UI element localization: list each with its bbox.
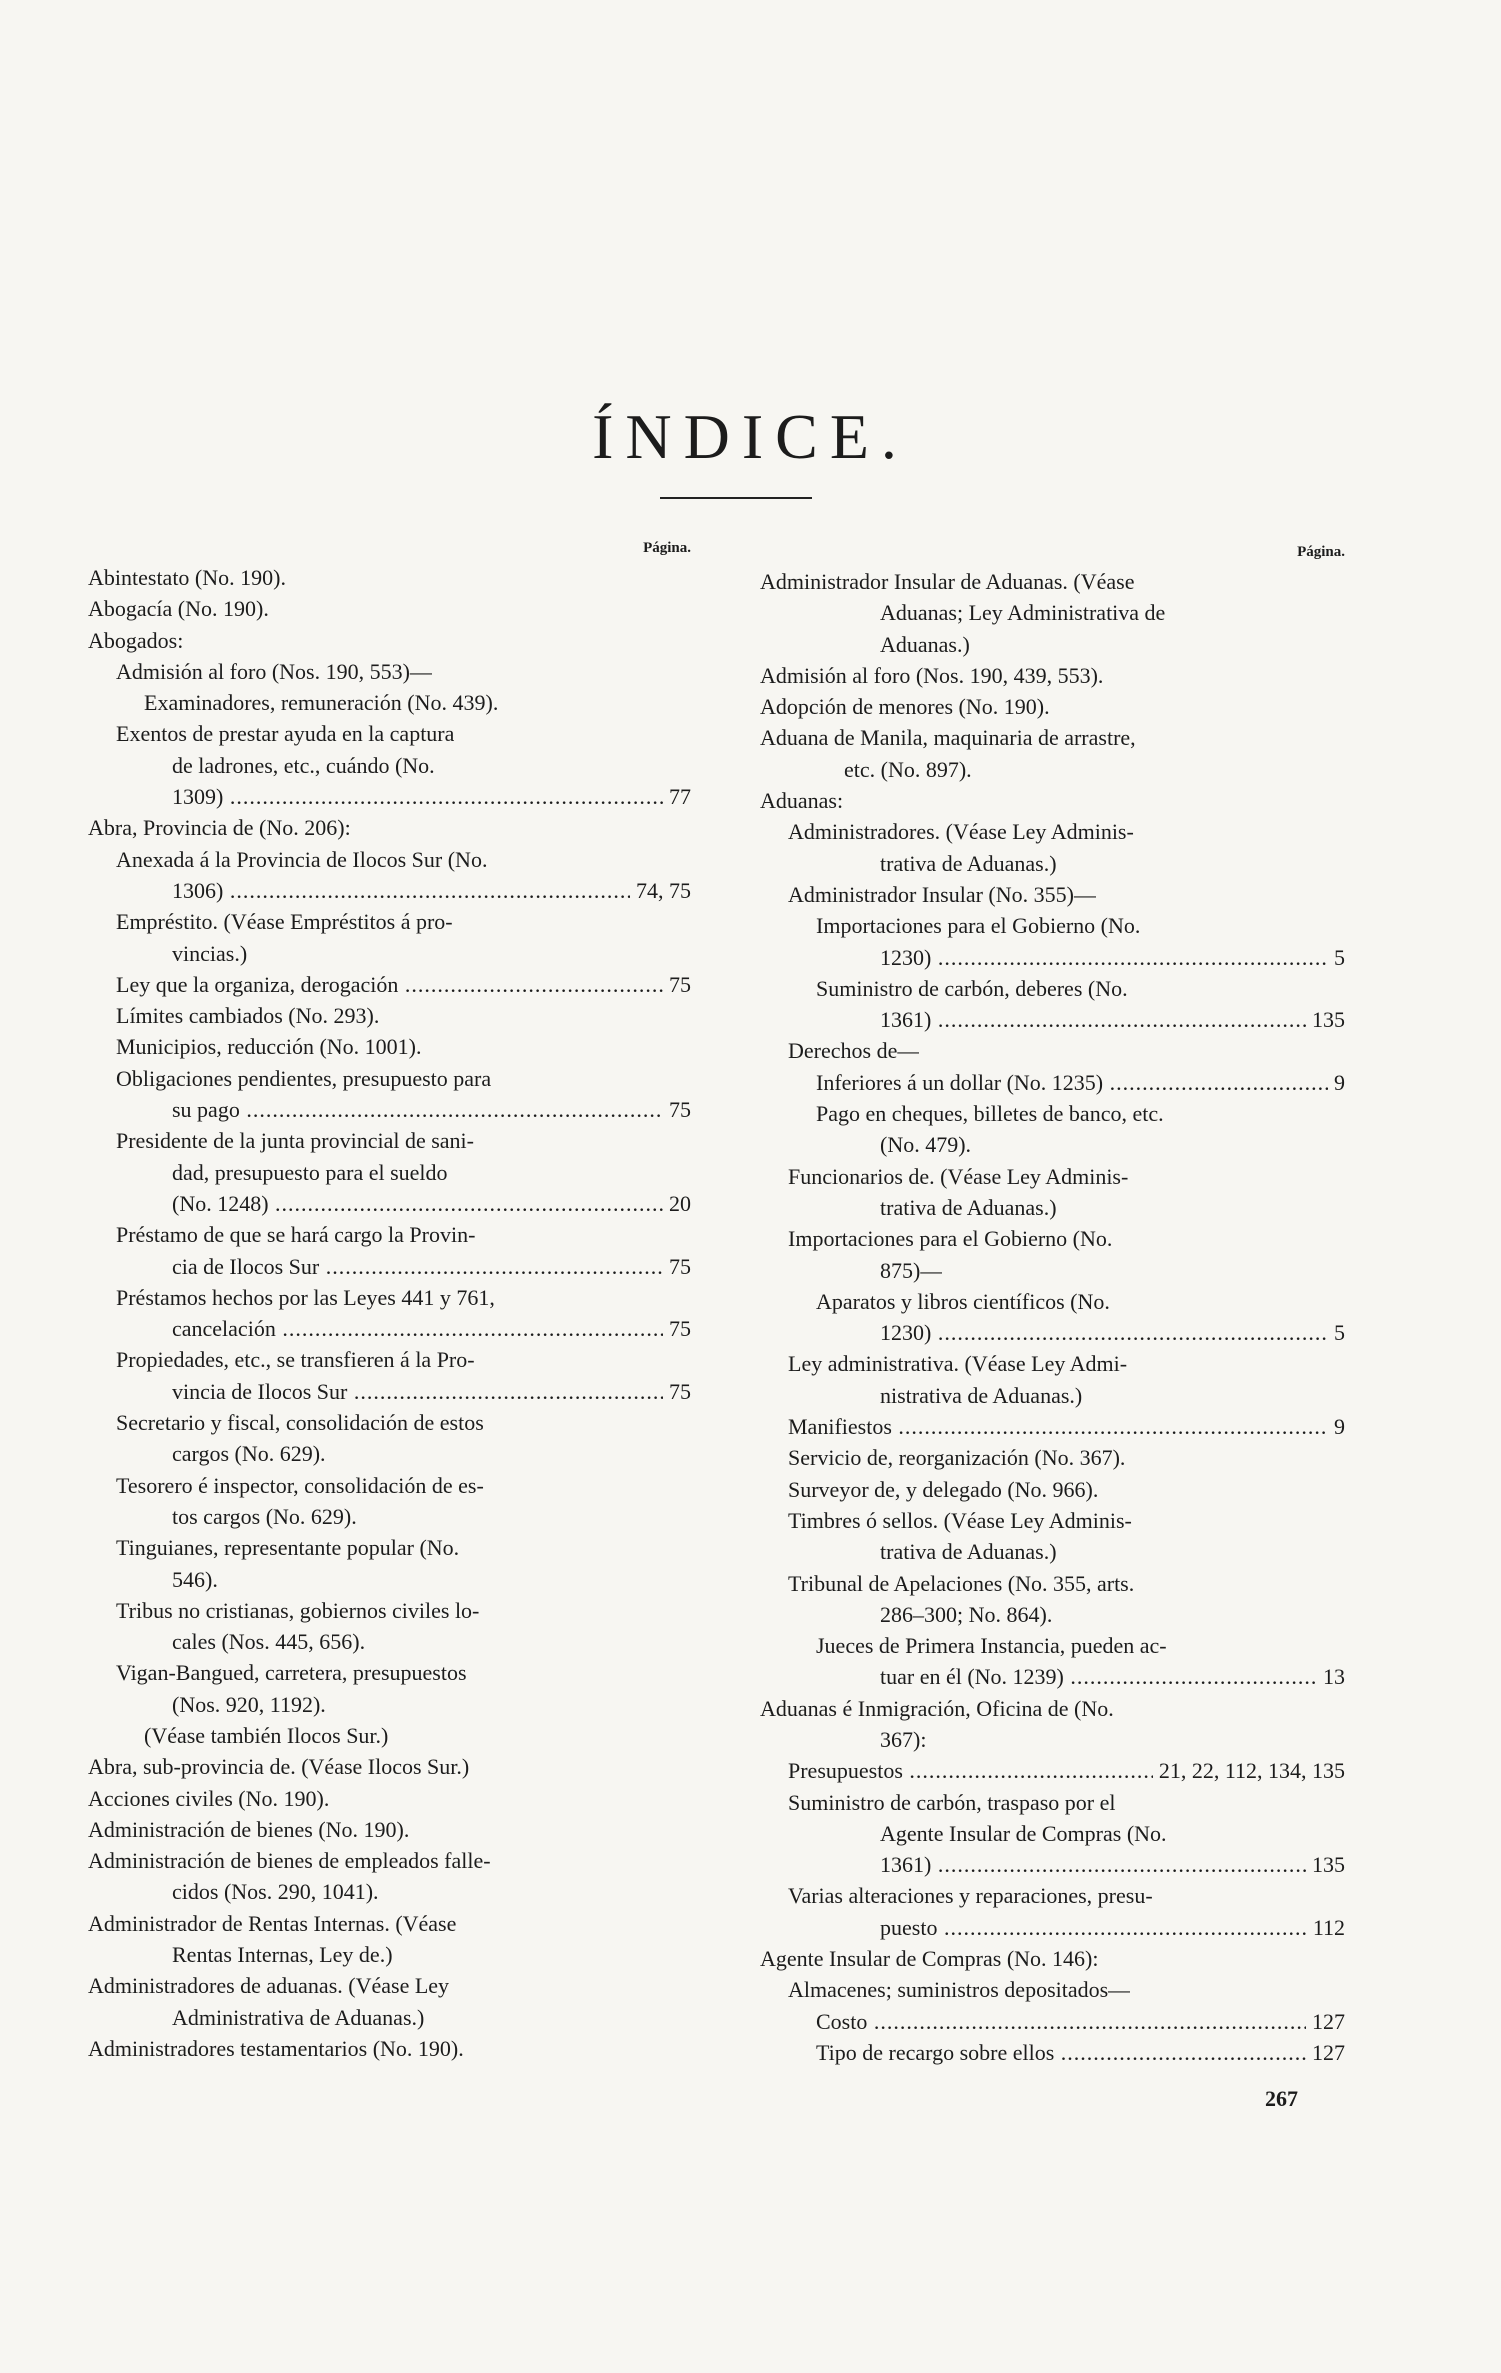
index-entry: [760, 1223, 1345, 1254]
entry-text: Vigan-Bangued, carretera, presupuestos: [116, 1660, 467, 1686]
entry-text: trativa de Aduanas.): [880, 1539, 1057, 1565]
page-number: 267: [1265, 2086, 1298, 2111]
entry-text: Empréstito. (Véase Empréstitos á pro-: [116, 909, 453, 935]
index-entry: [760, 754, 1345, 785]
entry-text: Timbres ó sellos. (Véase Ley Adminis-: [788, 1507, 1132, 1533]
index-entry: [88, 1876, 691, 1907]
entry-page-ref: 75: [669, 1378, 691, 1404]
entry-text: Administrador de Rentas Internas. (Véase: [88, 1910, 457, 1936]
index-entry: [88, 1595, 691, 1626]
index-entry: [760, 1974, 1345, 2005]
index-lines-left: [88, 562, 691, 2064]
entry-text: Tesorero é inspector, consolidación de es-: [116, 1472, 484, 1498]
index-entry: [760, 691, 1345, 722]
index-entry: [88, 1376, 691, 1407]
index-entry: [88, 1783, 691, 1814]
entry-text: Tribus no cristianas, gobiernos civiles lo-: [116, 1597, 480, 1623]
index-entry: [760, 1161, 1345, 1192]
entry-page-ref: 75: [669, 1253, 691, 1279]
entry-text: Suministro de carbón, deberes (No.: [816, 975, 1128, 1001]
entry-text: Derechos de—: [788, 1038, 920, 1064]
entry-text: (No. 479).: [880, 1132, 972, 1158]
entry-text: Aduana de Manila, maquinaria de arrastre,: [760, 725, 1136, 751]
entry-text: Examinadores, remuneración (No. 439).: [144, 690, 499, 716]
index-entry: [88, 1438, 691, 1469]
entry-text: Suministro de carbón, traspaso por el: [788, 1789, 1116, 1815]
index-entry: [760, 722, 1345, 753]
entry-text: 546).: [172, 1566, 218, 1592]
entry-text: Administrador Insular (No. 355)—: [788, 881, 1096, 907]
entry-text: Agente Insular de Compras (No.: [880, 1820, 1167, 1846]
index-entry: [88, 1031, 691, 1062]
entry-text: (Véase también Ilocos Sur.): [144, 1722, 389, 1748]
entry-text: Presidente de la junta provincial de sani-: [116, 1128, 474, 1154]
entry-text: 1309) .....: [172, 781, 663, 812]
index-entry: [760, 1630, 1345, 1661]
index-entry: [760, 1661, 1345, 1692]
entry-text: Pago en cheques, billetes de banco, etc.: [816, 1101, 1164, 1127]
index-entry: [88, 750, 691, 781]
index-entry: [760, 848, 1345, 879]
entry-text: Abogacía (No. 190).: [88, 596, 269, 622]
index-entry: [760, 816, 1345, 847]
entry-text: puesto .....: [880, 1912, 1307, 1943]
entry-text: Administradores. (Véase Ley Adminis-: [788, 819, 1134, 845]
index-entry: [88, 1845, 691, 1876]
index-column-right: [760, 540, 1345, 2068]
entry-text: Presupuestos .....: [788, 1755, 1153, 1786]
entry-page-ref: 74, 75: [636, 877, 691, 903]
entry-page-ref: 9: [1334, 1069, 1345, 1095]
entry-text: Varias alteraciones y reparaciones, presu-: [788, 1883, 1153, 1909]
entry-text: trativa de Aduanas.): [880, 850, 1057, 876]
index-entry: [88, 1939, 691, 1970]
index-lines-right: [760, 566, 1345, 2068]
entry-text: 367):: [880, 1726, 927, 1752]
entry-page-ref: 75: [669, 971, 691, 997]
index-entry: [88, 1689, 691, 1720]
index-entry: [760, 1724, 1345, 1755]
entry-text: 1361) .....: [880, 1004, 1306, 1035]
entry-text: Administración de bienes (No. 190).: [88, 1816, 410, 1842]
index-entry: [760, 660, 1345, 691]
index-entry: [760, 1192, 1345, 1223]
index-entry: [760, 1755, 1345, 1786]
index-entry: [760, 973, 1345, 1004]
index-entry: [88, 844, 691, 875]
index-entry: [88, 812, 691, 843]
index-entry: [760, 1255, 1345, 1286]
index-entry: [760, 2037, 1345, 2068]
page-title: ÍNDICE.: [592, 401, 909, 472]
index-entry: [760, 1912, 1345, 1943]
entry-text: Abra, sub-provincia de. (Véase Ilocos Sur.): [88, 1754, 470, 1780]
entry-text: Tinguianes, representante popular (No.: [116, 1535, 460, 1561]
index-entry: [760, 785, 1345, 816]
index-entry: [760, 2006, 1345, 2037]
index-entry: [760, 910, 1345, 941]
index-entry: [760, 1880, 1345, 1911]
index-entry: [88, 1751, 691, 1782]
entry-text: Abintestato (No. 190).: [88, 565, 286, 590]
entry-page-ref: 9: [1334, 1414, 1345, 1440]
entry-text: Surveyor de, y delegado (No. 966).: [788, 1476, 1099, 1502]
entry-text: Importaciones para el Gobierno (No.: [788, 1226, 1113, 1252]
index-entry: [88, 625, 691, 656]
entry-text: Aduanas:: [760, 788, 844, 814]
entry-text: Tipo de recargo sobre ellos .....: [816, 2037, 1306, 2068]
entry-text: nistrativa de Aduanas.): [880, 1382, 1083, 1408]
index-entry: [88, 1564, 691, 1595]
entry-text: Municipios, reducción (No. 1001).: [116, 1034, 422, 1060]
index-entry: [88, 562, 691, 593]
index-entry: [88, 1657, 691, 1688]
index-entry: [88, 656, 691, 687]
entry-text: Tribunal de Apelaciones (No. 355, arts.: [788, 1570, 1135, 1596]
entry-text: tos cargos (No. 629).: [172, 1503, 357, 1529]
index-entry: [88, 1094, 691, 1125]
entry-text: Agente Insular de Compras (No. 146):: [760, 1946, 1099, 1972]
entry-text: Administrativa de Aduanas.): [172, 2004, 425, 2030]
entry-text: Administración de bienes de empleados falle-: [88, 1848, 491, 1874]
index-entry: [88, 593, 691, 624]
entry-page-ref: 5: [1334, 1320, 1345, 1346]
entry-text: Administrador Insular de Aduanas. (Véase: [760, 569, 1135, 594]
entry-text: Servicio de, reorganización (No. 367).: [788, 1445, 1126, 1471]
index-entry: [760, 1849, 1345, 1880]
index-entry: [760, 1787, 1345, 1818]
entry-text: Acciones civiles (No. 190).: [88, 1785, 330, 1811]
index-entry: [760, 566, 1345, 597]
entry-text: 1230) .....: [880, 1317, 1328, 1348]
index-entry: [760, 1693, 1345, 1724]
index-entry: [760, 1129, 1345, 1160]
index-entry: [88, 1344, 691, 1375]
entry-text: Rentas Internas, Ley de.): [172, 1942, 393, 1968]
entry-text: su pago .....: [172, 1094, 663, 1125]
index-entry: [760, 1505, 1345, 1536]
entry-text: Préstamo de que se hará cargo la Provin-: [116, 1222, 476, 1248]
entry-text: (Nos. 920, 1192).: [172, 1691, 326, 1717]
index-entry: [88, 875, 691, 906]
entry-page-ref: 77: [669, 784, 691, 810]
entry-text: Adopción de menores (No. 190).: [760, 694, 1050, 720]
index-entry: [88, 906, 691, 937]
entry-page-ref: 112: [1312, 1914, 1345, 1940]
index-column-left: [88, 540, 691, 2064]
index-entry: [760, 1035, 1345, 1066]
index-entry: [88, 938, 691, 969]
index-entry: [88, 718, 691, 749]
entry-text: Abogados:: [88, 627, 184, 653]
entry-text: 1361) .....: [880, 1849, 1306, 1880]
index-entry: [88, 2002, 691, 2033]
index-entry: [88, 1970, 691, 2001]
entry-text: 875)—: [880, 1257, 943, 1283]
index-entry: [88, 1720, 691, 1751]
entry-text: de ladrones, etc., cuándo (No.: [172, 752, 435, 778]
entry-text: Ley administrativa. (Véase Ley Admi-: [788, 1351, 1128, 1377]
entry-text: Anexada á la Provincia de Ilocos Sur (No.: [116, 846, 488, 872]
entry-page-ref: 127: [1312, 2008, 1345, 2034]
entry-text: Importaciones para el Gobierno (No.: [816, 913, 1141, 939]
entry-text: Administradores de aduanas. (Véase Ley: [88, 1973, 450, 1999]
entry-page-ref: 135: [1312, 1007, 1345, 1033]
index-entry: [760, 1348, 1345, 1379]
entry-page-ref: 75: [669, 1316, 691, 1342]
entry-text: Límites cambiados (No. 293).: [116, 1003, 380, 1029]
entry-text: cales (Nos. 445, 656).: [172, 1629, 366, 1655]
entry-text: Admisión al foro (Nos. 190, 553)—: [116, 658, 432, 684]
entry-text: cidos (Nos. 290, 1041).: [172, 1879, 379, 1905]
index-entry: [760, 942, 1345, 973]
entry-page-ref: 135: [1312, 1852, 1345, 1878]
entry-text: Secretario y fiscal, consolidación de estos: [116, 1410, 484, 1436]
index-entry: [760, 1067, 1345, 1098]
entry-text: Abra, Provincia de (No. 206):: [88, 815, 351, 841]
index-entry: [88, 1125, 691, 1156]
index-entry: [760, 1568, 1345, 1599]
entry-text: cia de Ilocos Sur .....: [172, 1251, 663, 1282]
entry-text: Jueces de Primera Instancia, pueden ac-: [816, 1633, 1167, 1659]
entry-text: Aduanas é Inmigración, Oficina de (No.: [760, 1695, 1114, 1721]
index-entry: [88, 1407, 691, 1438]
entry-text: Almacenes; suministros depositados—: [788, 1977, 1131, 2003]
entry-text: Inferiores á un dollar (No. 1235) .....: [816, 1067, 1328, 1098]
entry-text: Préstamos hechos por las Leyes 441 y 761,: [116, 1284, 495, 1310]
index-entry: [88, 969, 691, 1000]
index-entry: [88, 1501, 691, 1532]
entry-text: Costo .....: [816, 2006, 1306, 2037]
index-entry: [88, 1282, 691, 1313]
entry-text: Aduanas.): [880, 631, 970, 657]
entry-page-ref: 127: [1312, 2039, 1345, 2065]
index-entry: [760, 1599, 1345, 1630]
entry-text: Funcionarios de. (Véase Ley Adminis-: [788, 1163, 1129, 1189]
entry-text: tuar en él (No. 1239) .....: [880, 1661, 1317, 1692]
index-entry: [88, 1814, 691, 1845]
entry-text: Admisión al foro (Nos. 190, 439, 553).: [760, 662, 1104, 688]
index-entry: [88, 1470, 691, 1501]
entry-text: Aparatos y libros científicos (No.: [816, 1288, 1110, 1314]
entry-text: trativa de Aduanas.): [880, 1194, 1057, 1220]
entry-page-ref: 20: [669, 1190, 691, 1216]
entry-text: Propiedades, etc., se transfieren á la Pro-: [116, 1347, 475, 1373]
index-entry: [88, 1532, 691, 1563]
index-entry: [88, 1626, 691, 1657]
index-entry: [760, 1317, 1345, 1348]
index-entry: [760, 1411, 1345, 1442]
entry-text: Ley que la organiza, derogación .....: [116, 969, 663, 1000]
index-entry: [88, 1908, 691, 1939]
index-entry: [88, 1219, 691, 1250]
index-entry: [760, 1818, 1345, 1849]
index-entry: [760, 1098, 1345, 1129]
page-column-header: Página.: [1297, 544, 1345, 560]
index-entry: [760, 597, 1345, 628]
index-entry: [88, 1313, 691, 1344]
entry-text: cargos (No. 629).: [172, 1441, 326, 1467]
index-entry: [88, 2033, 691, 2064]
index-entry: [88, 1188, 691, 1219]
entry-text: dad, presupuesto para el sueldo: [172, 1159, 448, 1185]
entry-page-ref: 5: [1334, 944, 1345, 970]
index-entry: [760, 1380, 1345, 1411]
entry-text: 286–300; No. 864).: [880, 1601, 1053, 1627]
entry-text: 1306) .....: [172, 875, 630, 906]
entry-text: cancelación .....: [172, 1313, 663, 1344]
index-entry: [760, 1943, 1345, 1974]
index-entry: [760, 629, 1345, 660]
entry-page-ref: 13: [1323, 1664, 1345, 1690]
index-entry: [760, 1536, 1345, 1567]
entry-page-ref: 21, 22, 112, 134, 135: [1158, 1758, 1345, 1784]
index-entry: [88, 1063, 691, 1094]
entry-text: vincia de Ilocos Sur .....: [172, 1376, 663, 1407]
index-entry: [760, 1004, 1345, 1035]
entry-text: Manifiestos .....: [788, 1411, 1328, 1442]
entry-text: Exentos de prestar ayuda en la captura: [116, 721, 455, 747]
index-entry: [88, 1157, 691, 1188]
entry-text: etc. (No. 897).: [844, 756, 972, 782]
index-entry: [760, 879, 1345, 910]
index-entry: [760, 1442, 1345, 1473]
page-column-header: Página.: [643, 540, 691, 556]
entry-text: Aduanas; Ley Administrativa de: [880, 600, 1166, 626]
entry-text: 1230) .....: [880, 942, 1328, 973]
entry-text: (No. 1248) .....: [172, 1188, 663, 1219]
index-entry: [88, 1000, 691, 1031]
entry-page-ref: 75: [669, 1097, 691, 1123]
index-entry: [760, 1474, 1345, 1505]
index-entry: [88, 781, 691, 812]
index-entry: [760, 1286, 1345, 1317]
index-entry: [88, 1251, 691, 1282]
entry-text: vincias.): [172, 940, 248, 966]
entry-text: Obligaciones pendientes, presupuesto para: [116, 1065, 492, 1091]
index-entry: [88, 687, 691, 718]
entry-text: Administradores testamentarios (No. 190).: [88, 2035, 464, 2061]
title-rule: [660, 497, 812, 499]
